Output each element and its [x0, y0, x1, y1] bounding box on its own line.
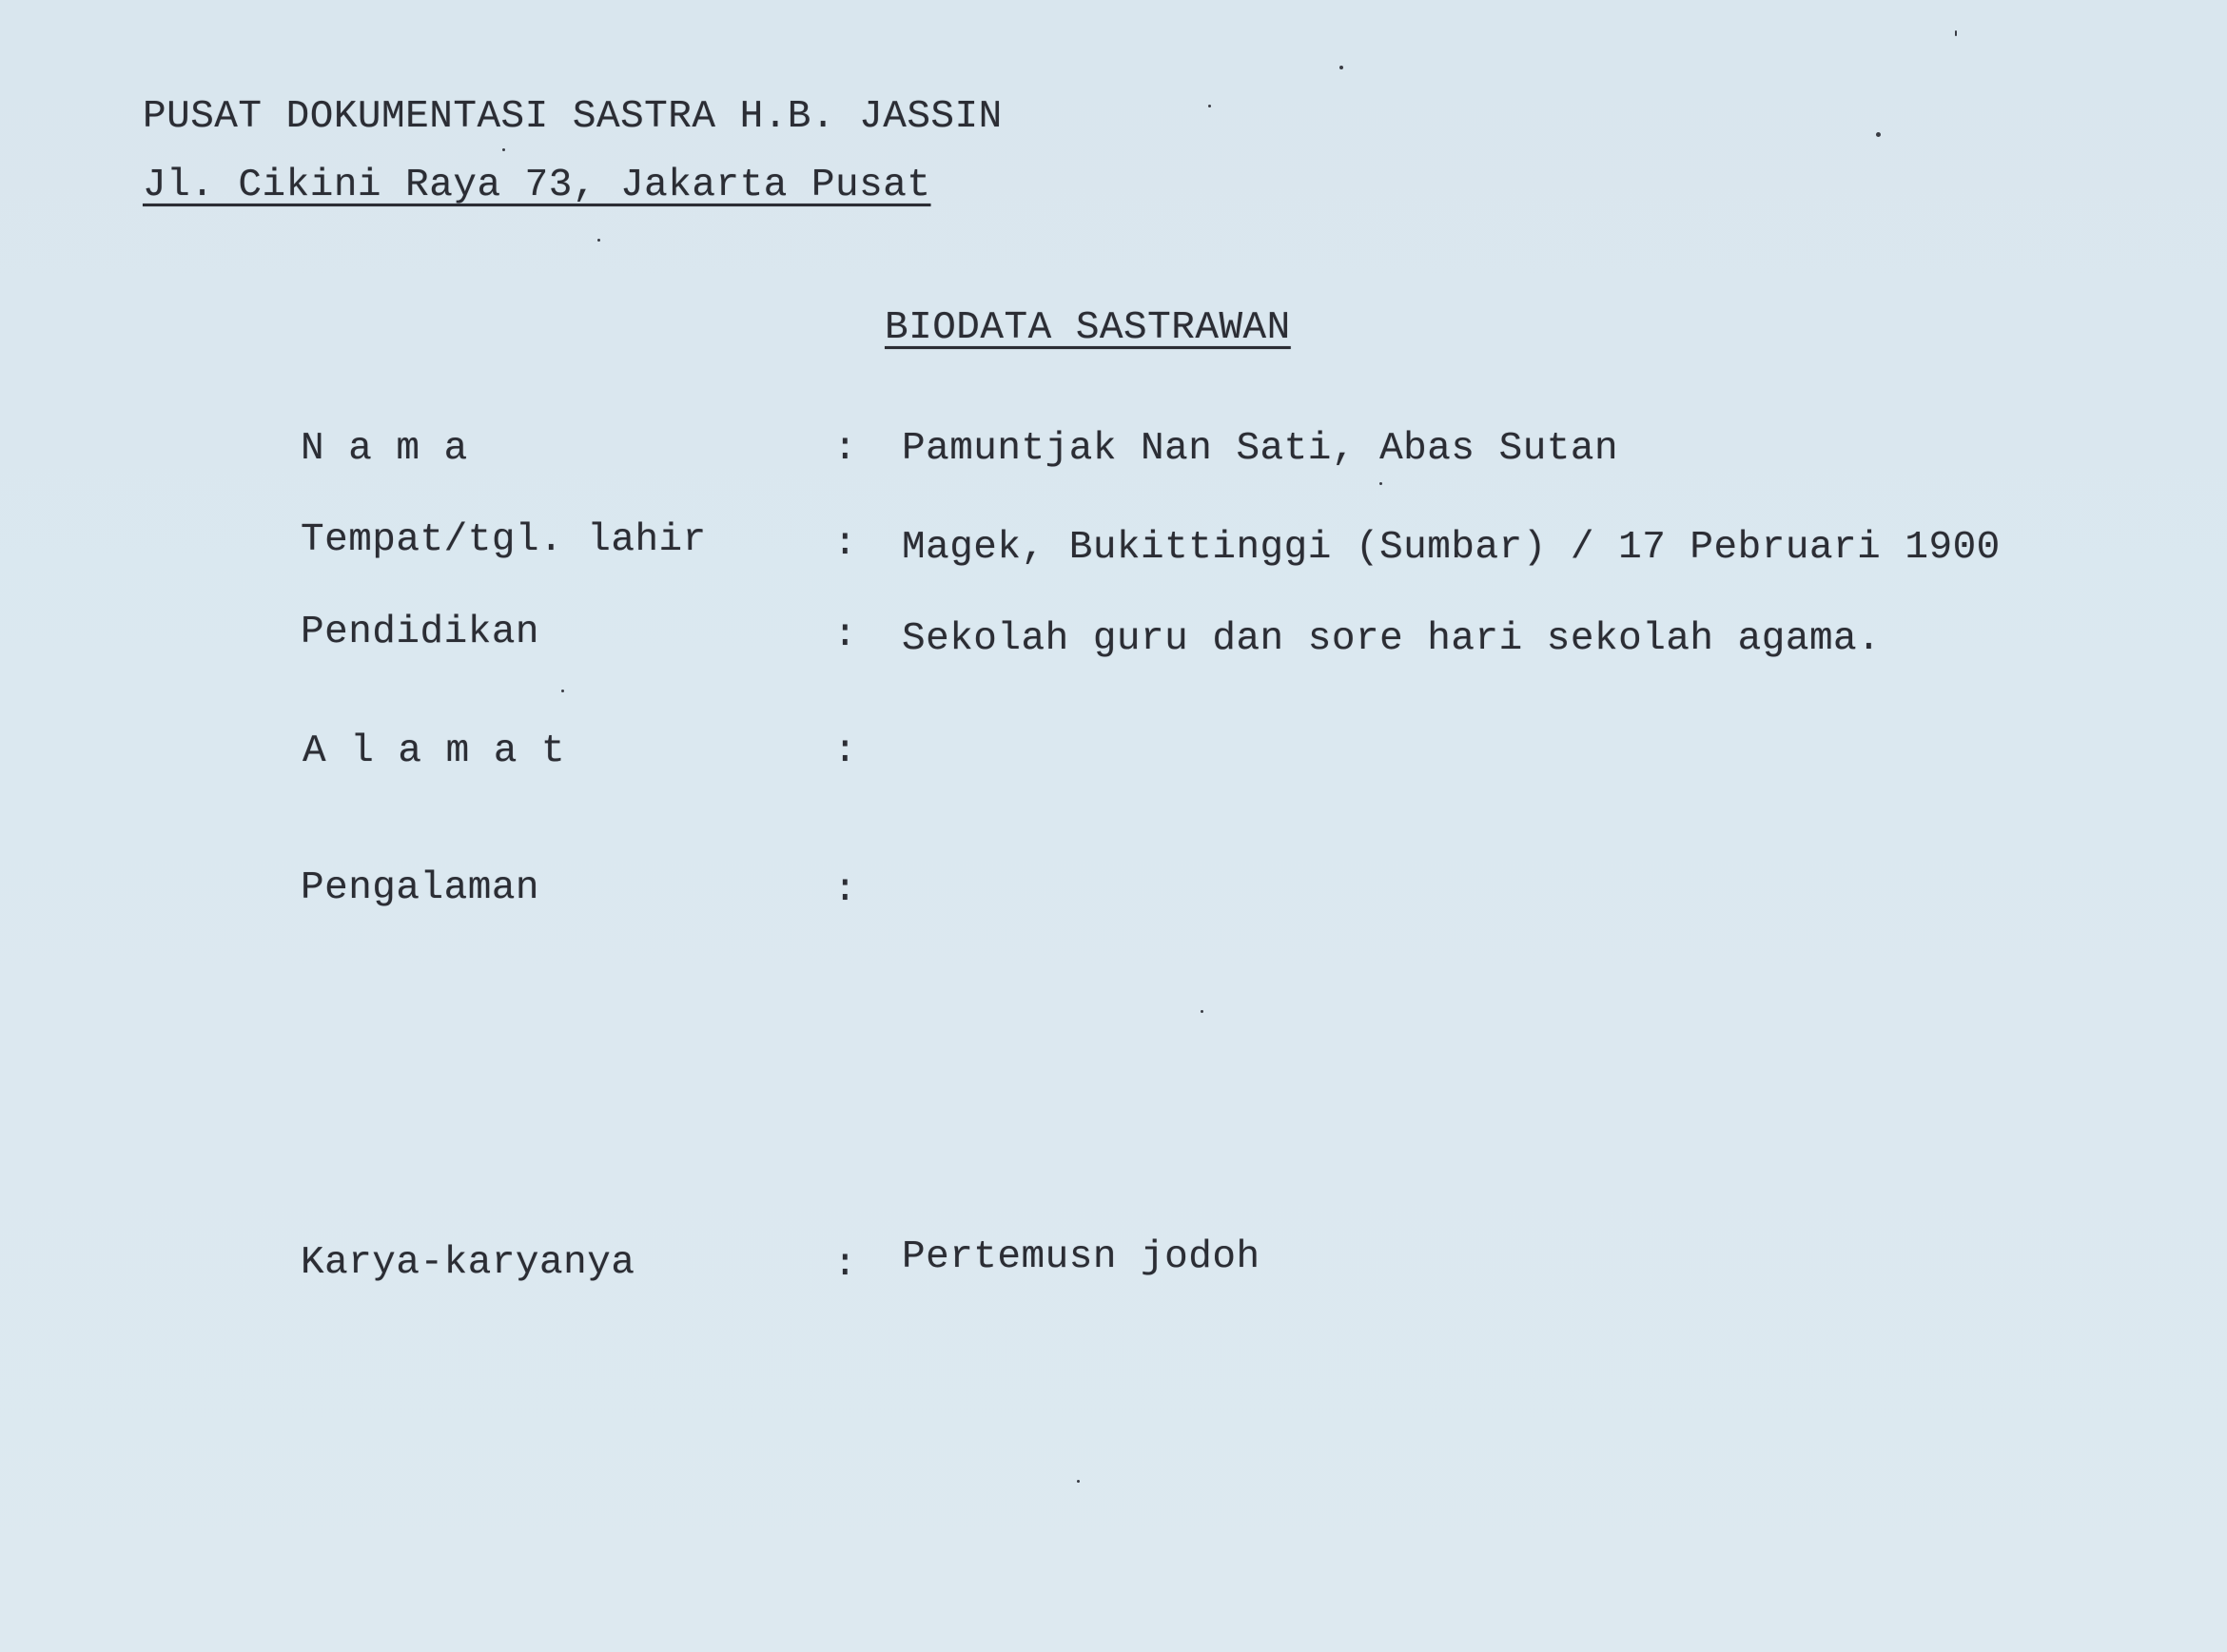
paper-speck — [597, 239, 600, 242]
institution-address: Jl. Cikini Raya 73, Jakarta Pusat — [143, 164, 931, 207]
paper-speck — [502, 148, 505, 151]
field-separator: : — [833, 1243, 857, 1287]
field-separator: : — [833, 427, 857, 471]
field-separator: : — [833, 868, 857, 912]
document-title: BIODATA SASTRAWAN — [885, 306, 1291, 350]
field-label-alamat: A l a m a t — [303, 729, 566, 773]
field-label-pengalaman: Pengalaman — [301, 866, 540, 910]
field-label-tempat-tgl-lahir: Tempat/tgl. lahir — [301, 518, 707, 562]
field-separator: : — [833, 729, 857, 773]
paper-speck — [1339, 66, 1343, 69]
field-value-pendidikan: Sekolah guru dan sore hari sekolah agama. — [902, 617, 1882, 661]
field-separator: : — [833, 613, 857, 657]
paper-speck — [1876, 132, 1881, 137]
field-value-tempat-tgl-lahir: Magek, Bukittinggi (Sumbar) / 17 Pebruari 1900 — [902, 526, 2001, 570]
paper-speck — [1201, 1010, 1203, 1013]
field-value-karya: Pertemusn jodoh — [902, 1235, 1260, 1279]
paper-speck — [1077, 1480, 1080, 1483]
paper-speck — [561, 690, 564, 692]
paper-speck — [1955, 30, 1957, 36]
paper-speck — [1208, 105, 1211, 107]
field-value-nama: Pamuntjak Nan Sati, Abas Sutan — [902, 427, 1619, 471]
field-label-karya: Karya-karyanya — [301, 1241, 635, 1285]
field-separator: : — [833, 522, 857, 566]
field-label-pendidikan: Pendidikan — [301, 611, 540, 654]
field-label-nama: N a m a — [301, 427, 468, 471]
paper-speck — [1379, 482, 1382, 485]
institution-name: PUSAT DOKUMENTASI SASTRA H.B. JASSIN — [143, 95, 1003, 139]
